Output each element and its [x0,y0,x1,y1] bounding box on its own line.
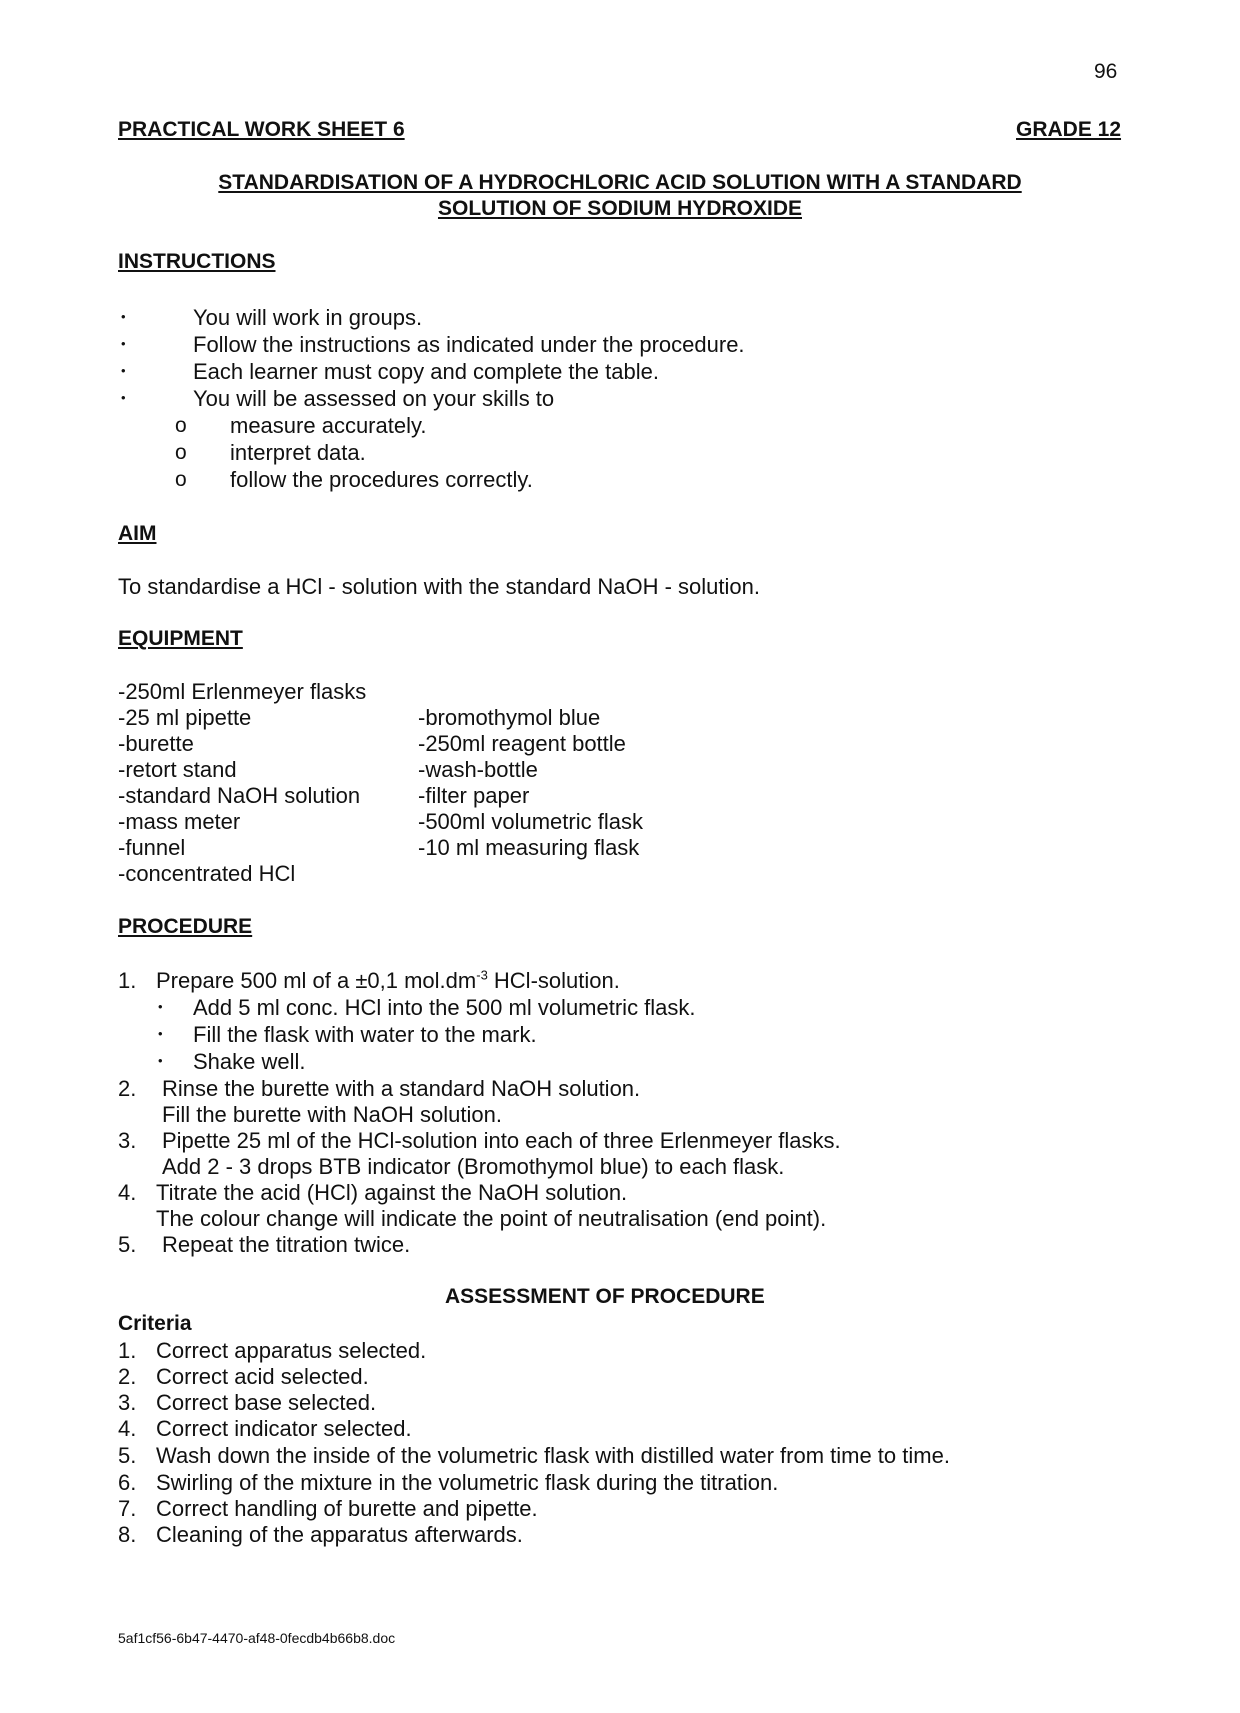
equipment-item: -250ml Erlenmeyer flasks [118,679,367,704]
step-text: HCl-solution. [487,968,620,993]
sub-bullet-icon: o [175,468,187,491]
instructions-heading: INSTRUCTIONS [118,250,276,273]
equipment-item: -wash-bottle [418,757,538,782]
equipment-item: -retort stand [118,757,237,782]
criteria-item: Cleaning of the apparatus afterwards. [156,1522,523,1547]
equipment-item: -burette [118,731,194,756]
equipment-item: -10 ml measuring flask [418,835,640,860]
criteria-number: 6. [118,1470,137,1495]
step-number: 3. [118,1128,137,1153]
bullet-icon: • [121,336,126,351]
bullet-icon: • [158,1026,163,1041]
equipment-item: -250ml reagent bottle [418,731,626,756]
procedure-step-2: Rinse the burette with a standard NaOH solution. [162,1076,641,1101]
equipment-item: -25 ml pipette [118,705,252,730]
criteria-number: 1. [118,1338,137,1363]
criteria-item: Correct indicator selected. [156,1416,412,1441]
bullet-icon: • [121,363,126,378]
assessment-heading: ASSESSMENT OF PROCEDURE [445,1285,765,1308]
step-number: 2. [118,1076,137,1101]
criteria-item: Wash down the inside of the volumetric flask with distilled water from time to time. [156,1443,950,1468]
procedure-step-3: Pipette 25 ml of the HCl-solution into each of three Erlenmeyer flasks. [162,1128,841,1153]
equipment-item: -standard NaOH solution [118,783,361,808]
page-number: 96 [1094,60,1118,83]
criteria-number: 4. [118,1416,137,1441]
equipment-item: -bromothymol blue [418,705,601,730]
equipment-item: -concentrated HCl [118,861,296,886]
step-number: 5. [118,1232,137,1257]
criteria-label: Criteria [118,1312,192,1335]
document-title-line-2: SOLUTION OF SODIUM HYDROXIDE [437,197,802,220]
criteria-number: 5. [118,1443,137,1468]
equipment-item: -filter paper [418,783,530,808]
equipment-item: -funnel [118,835,186,860]
bullet-icon: • [121,390,126,405]
criteria-number: 7. [118,1496,137,1521]
instruction-subitem: interpret data. [230,440,366,465]
criteria-item: Correct base selected. [156,1390,377,1415]
instruction-subitem: follow the procedures correctly. [230,467,533,492]
equipment-item: -500ml volumetric flask [418,809,643,834]
footer-filename: 5af1cf56-6b47-4470-af48-0fecdb4b66b8.doc [118,1630,396,1646]
criteria-item: Correct apparatus selected. [156,1338,427,1363]
aim-text: To standardise a HCl - solution with the standard NaOH - solution. [118,574,760,599]
instruction-item: Follow the instructions as indicated under the procedure. [193,332,745,357]
procedure-step-2-cont: Fill the burette with NaOH solution. [162,1102,502,1127]
bullet-icon: • [158,1053,163,1068]
equipment-item: -mass meter [118,809,241,834]
superscript: -3 [476,967,488,983]
criteria-item: Swirling of the mixture in the volumetric flask during the titration. [156,1470,779,1495]
grade-label: GRADE 12 [1016,118,1122,141]
bullet-icon: • [158,999,163,1014]
criteria-item: Correct handling of burette and pipette. [156,1496,538,1521]
criteria-item: Correct acid selected. [156,1364,369,1389]
bullet-icon: • [121,309,126,324]
instruction-subitem: measure accurately. [230,413,427,438]
procedure-step-4: Titrate the acid (HCl) against the NaOH solution. [156,1180,628,1205]
procedure-step-4-cont: The colour change will indicate the point of neutralisation (end point). [156,1206,827,1231]
criteria-number: 8. [118,1522,137,1547]
equipment-heading: EQUIPMENT [118,627,243,650]
step-text: Prepare 500 ml of a ±0,1 mol.dm [156,968,477,993]
procedure-step-1 [156,968,620,994]
instruction-item: Each learner must copy and complete the table. [193,359,659,384]
instruction-item: You will be assessed on your skills to [193,386,555,411]
procedure-substep: Add 5 ml conc. HCl into the 500 ml volumetric flask. [193,995,696,1020]
instruction-item: You will work in groups. [193,305,423,330]
aim-heading: AIM [118,522,157,545]
sub-bullet-icon: o [175,414,187,437]
procedure-substep: Shake well. [193,1049,306,1074]
criteria-number: 2. [118,1364,137,1389]
procedure-step-3-cont: Add 2 - 3 drops BTB indicator (Bromothymol blue) to each flask. [162,1154,785,1179]
sheet-title: PRACTICAL WORK SHEET 6 [118,118,405,141]
document-title-line-1: STANDARDISATION OF A HYDROCHLORIC ACID SOLUTION WITH A STANDARD [218,171,1022,194]
step-number: 4. [118,1180,137,1205]
step-number: 1. [118,968,137,993]
procedure-heading: PROCEDURE [118,915,253,938]
sub-bullet-icon: o [175,441,187,464]
procedure-step-5: Repeat the titration twice. [162,1232,411,1257]
procedure-substep: Fill the flask with water to the mark. [193,1022,537,1047]
criteria-number: 3. [118,1390,137,1415]
